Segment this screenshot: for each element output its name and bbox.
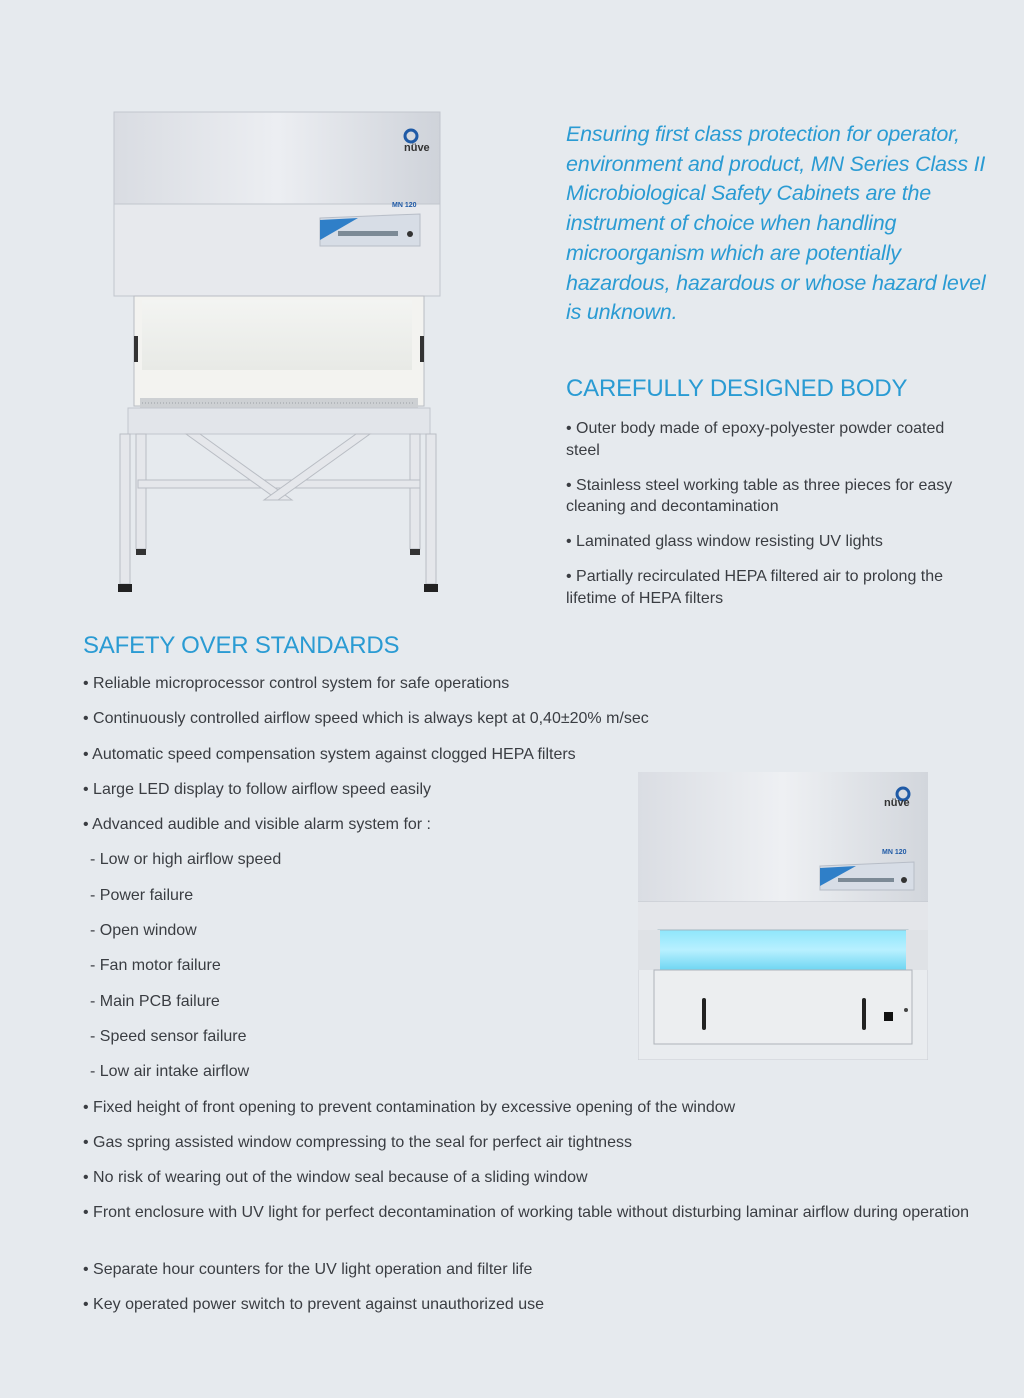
control-panel — [820, 862, 914, 890]
body-feature-list — [566, 418, 966, 623]
list-item: • Large LED display to follow airflow speed easily — [83, 780, 431, 798]
list-subitem: - Fan motor failure — [90, 957, 221, 975]
list-item: • Gas spring assisted window compressing to the seal for perfect air tightness — [83, 1133, 632, 1151]
list-item: • Stainless steel working table as three pieces for easy cleaning and decontamination — [566, 476, 953, 515]
list-item: • Partially recirculated HEPA filtered air to prolong the lifetime of HEPA filters — [566, 568, 944, 607]
list-subitem: - Low air intake airflow — [90, 1063, 250, 1081]
list-subitem: - Open window — [90, 922, 197, 940]
model-label: MN 120 — [882, 849, 907, 856]
list-item: • No risk of wearing out of the window seal because of a sliding window — [83, 1169, 588, 1187]
list-subitem: - Power failure — [90, 886, 194, 904]
list-item: • Advanced audible and visible alarm system for : — [83, 816, 431, 834]
control-panel — [320, 214, 420, 246]
safety-section-title: SAFETY OVER STANDARDS — [83, 632, 400, 659]
list-subitem: - Main PCB failure — [90, 992, 220, 1010]
list-item: • Automatic speed compensation system against clogged HEPA filters — [83, 745, 576, 763]
model-label: MN 120 — [392, 202, 417, 209]
safety-cabinet-image — [108, 108, 448, 608]
list-subitem: - Low or high airflow speed — [90, 851, 282, 869]
intro-paragraph: Ensuring first class protection for operator, environment and product, MN Series Class II Microbiological Safety Cabinets are the instrument of choice when handling microorganism which are potentially hazardous, hazardous or whose hazard level is unknown. — [566, 122, 986, 325]
svg-text:nüve: nüve — [404, 142, 430, 154]
list-item: • Outer body made of epoxy-polyester powder coated steel — [566, 420, 945, 459]
svg-text:nüve: nüve — [884, 797, 910, 809]
uv-cabinet-image — [638, 772, 928, 1060]
list-item: • Reliable microprocessor control system for safe operations — [83, 675, 510, 692]
list-item: • Continuously controlled airflow speed which is always kept at 0,40±20% m/sec — [83, 710, 649, 728]
body-section-title: CAREFULLY DESIGNED BODY — [566, 375, 908, 402]
list-item: • Key operated power switch to prevent against unauthorized use — [83, 1296, 544, 1314]
list-item: • Separate hour counters for the UV light operation and filter life — [83, 1260, 533, 1278]
list-item: • Fixed height of front opening to prevent contamination by excessive opening of the window — [83, 1098, 736, 1116]
list-subitem: - Speed sensor failure — [90, 1027, 247, 1045]
list-item: • Laminated glass window resisting UV lights — [566, 533, 883, 550]
list-item: • Front enclosure with UV light for perfect decontamination of working table without disturbing laminar airflow during operation — [83, 1204, 970, 1222]
